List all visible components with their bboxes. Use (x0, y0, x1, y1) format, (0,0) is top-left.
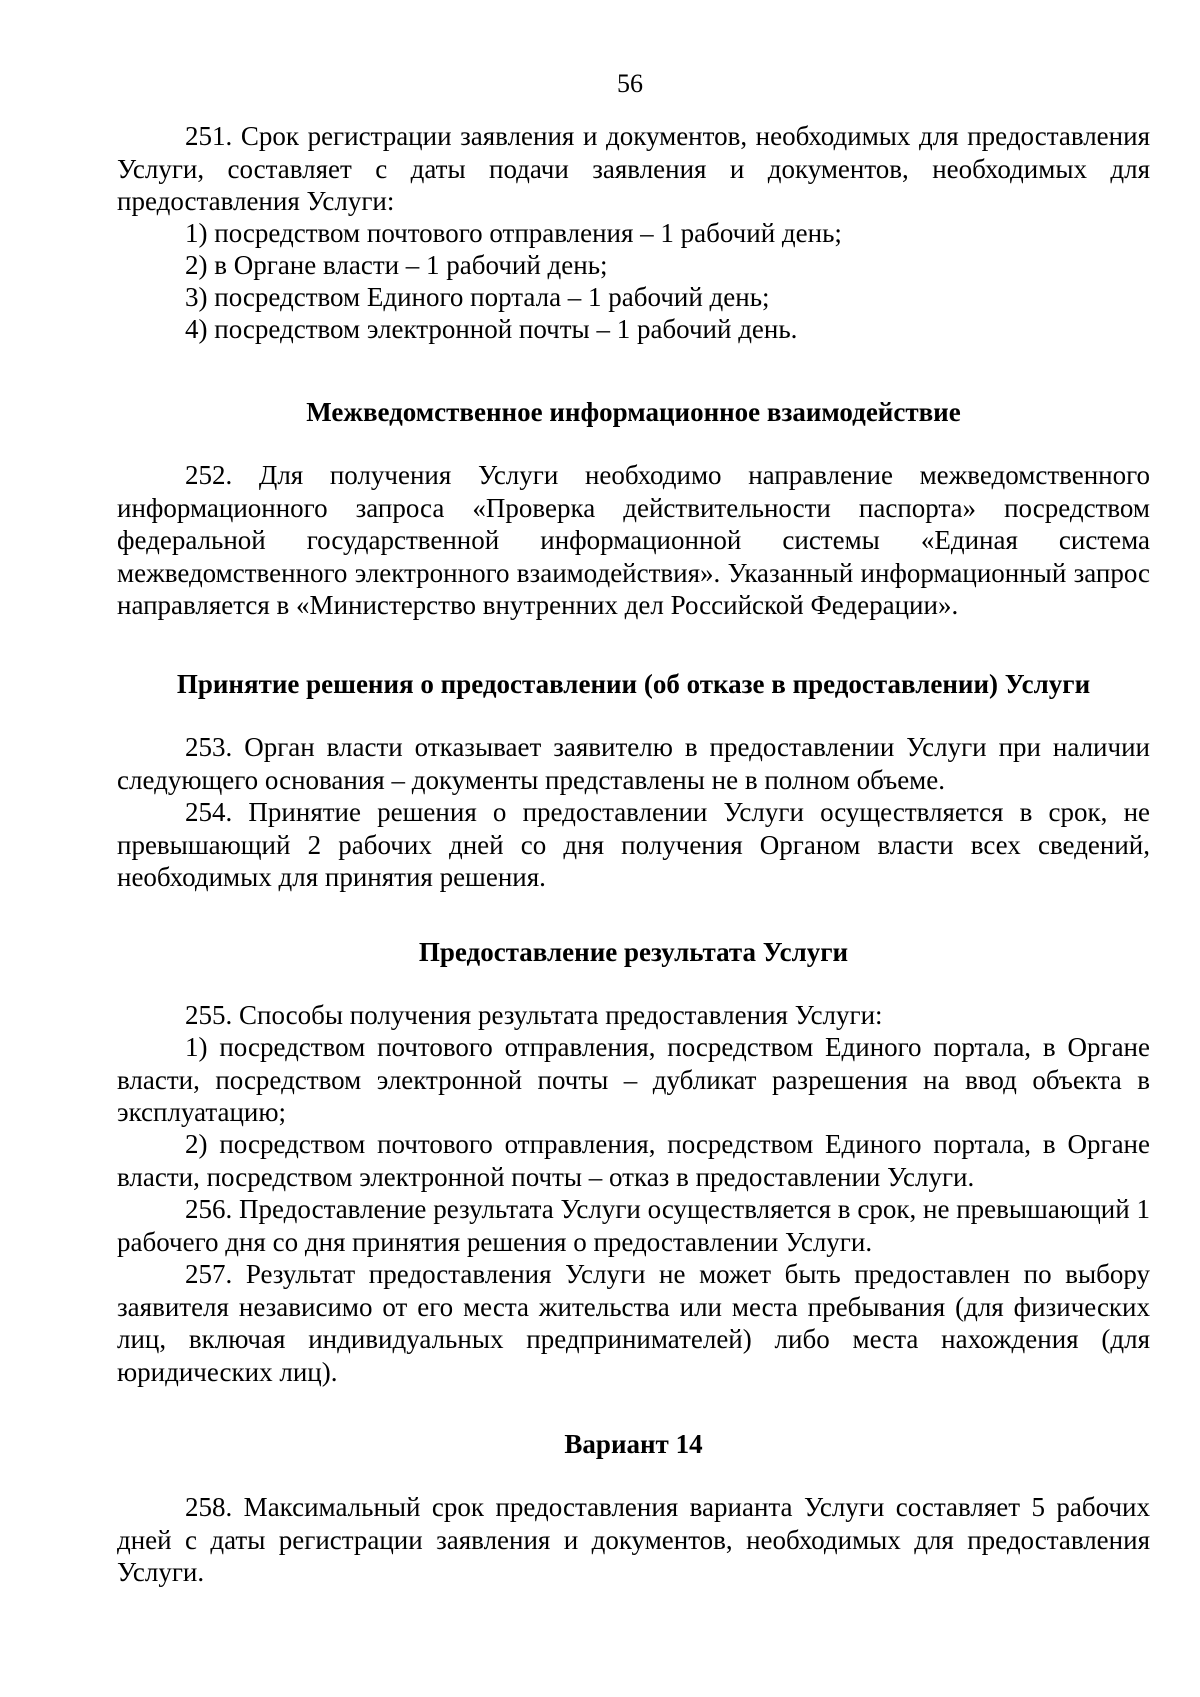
paragraph-255-item-1: 1) посредством почтового отправления, посредством Единого портала, в Органе власти, посредством электронной почты – дубликат разрешения на ввод объекта в эксплуатацию; (117, 1032, 1150, 1127)
heading-interagency-interaction: Межведомственное информационное взаимодействие (306, 397, 961, 427)
heading-result-provision: Предоставление результата Услуги (418, 937, 849, 967)
paragraph-257: 257. Результат предоставления Услуги не может быть предоставлен по выбору заявителя независимо от его места жительства или места пребывания (для физических лиц, включая индивидуальных предпринимателей) либо места нахождения (для юридических лиц). (117, 1259, 1150, 1387)
paragraph-251-item-4: 4) посредством электронной почты – 1 рабочий день. (185, 314, 798, 344)
page-number: 56 (617, 69, 643, 98)
paragraph-253: 253. Орган власти отказывает заявителю в предоставлении Услуги при наличии следующего основания – документы представлены не в полном объеме. (117, 732, 1150, 795)
paragraph-252: 252. Для получения Услуги необходимо направление межведомственного информационного запроса «Проверка действительности паспорта» посредством федеральной государственной информационной системы «Единая система межведомственного электронного взаимодействия». Указанный информационный запрос направляется в «Министерство внутренних дел Российской Федерации». (117, 460, 1150, 620)
paragraph-251-item-1: 1) посредством почтового отправления – 1 рабочий день; (185, 218, 842, 248)
heading-decision: Принятие решения о предоставлении (об отказе в предоставлении) Услуги (176, 669, 1091, 699)
heading-variant: Вариант 14 (564, 1429, 703, 1459)
paragraph-251: 251. Срок регистрации заявления и документов, необходимых для предоставления Услуги, составляет с даты подачи заявления и документов, необходимых для предоставления Услуги: (117, 121, 1150, 216)
paragraph-255: 255. Способы получения результата предоставления Услуги: (185, 1000, 883, 1030)
paragraph-251-item-2: 2) в Органе власти – 1 рабочий день; (185, 250, 608, 280)
paragraph-255-item-2: 2) посредством почтового отправления, посредством Единого портала, в Органе власти, посредством электронной почты – отказ в предоставлении Услуги. (117, 1129, 1150, 1192)
paragraph-258: 258. Максимальный срок предоставления варианта Услуги составляет 5 рабочих дней с даты регистрации заявления и документов, необходимых для предоставления Услуги. (117, 1492, 1150, 1587)
paragraph-251-item-3: 3) посредством Единого портала – 1 рабочий день; (185, 282, 770, 312)
paragraph-256: 256. Предоставление результата Услуги осуществляется в срок, не превышающий 1 рабочего дня со дня принятия решения о предоставлении Услуги. (117, 1194, 1150, 1257)
paragraph-254: 254. Принятие решения о предоставлении Услуги осуществляется в срок, не превышающий 2 рабочих дней со дня получения Органом власти всех сведений, необходимых для принятия решения. (117, 797, 1150, 892)
